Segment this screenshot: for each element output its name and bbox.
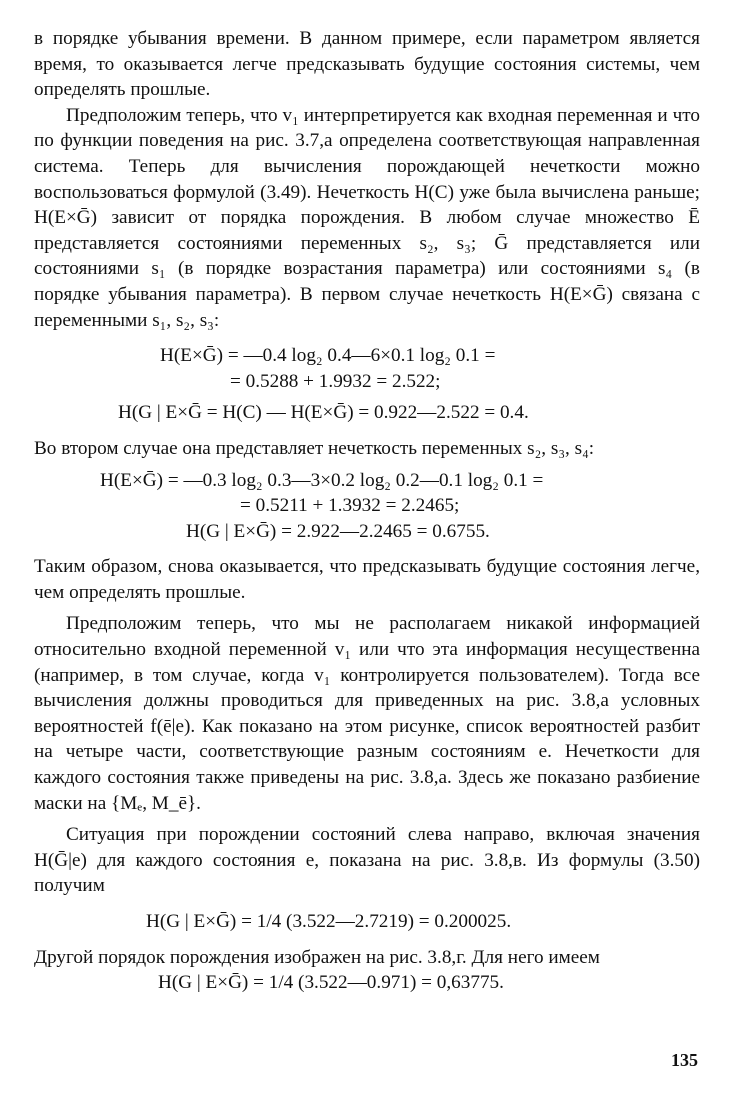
page-number: 135 <box>671 1050 698 1070</box>
paragraph-4: Таким образом, снова оказывается, что предсказывать будущие состояния легче, чем определять прошлые. <box>34 556 700 603</box>
paragraph-2: Предположим теперь, что v₁ интерпретируется как входная переменная и что по функции поведения на рис. 3.7,а определена соответствующая направленная система. Теперь для вычисления порождающей нечеткости можно воспользоваться формулой (3.49). Нечеткость H(C) уже была вычислена раньше; H(E×Ḡ) зависит от порядка порождения. В любом случае множество Ē представляется состояниями переменных s₂, s₃; Ḡ представляется или состояниями s₁ (в порядке возрастания параметра) или состояниями s₄ (в порядке убывания параметра). В первом случае нечеткость H(E×Ḡ) связана с переменными s₁, s₂, s₃: <box>34 104 700 331</box>
equation-2: H(G | E×Ḡ = H(C) — H(E×Ḡ) = 0.922—2.522 = 0.4. <box>118 402 529 424</box>
page-body <box>34 26 700 996</box>
paragraph-3: Во втором случае она представляет нечеткость переменных s₂, s₃, s₄: <box>34 437 595 459</box>
equation-4: H(G | E×Ḡ) = 2.922—2.2465 = 0.6755. <box>186 520 490 542</box>
equation-3a: H(E×Ḡ) = —0.3 log₂ 0.3—3×0.2 log₂ 0.2—0.1 log₂ 0.1 = <box>100 469 544 491</box>
equation-1b: = 0.5288 + 1.9932 = 2.522; <box>230 370 441 392</box>
paragraph-5: Предположим теперь, что мы не располагаем никакой информацией относительно входной переменной v₁ или что эта информация несущественна (например, в том случае, когда v₁ контролируется пользователем). Тогда все вычисления должны проводиться для приведенных на рис. 3.8,а условных вероятностей f(ē|e). Как показано на этом рисунке, список вероятностей разбит на четыре части, соответствующие разным состояниям e. Нечеткости для каждого состояния также приведены на рис. 3.8,а. Здесь же показано разбиение маски на {Mₑ, M_ē}. <box>34 613 700 814</box>
equation-5: H(G | E×Ḡ) = 1/4 (3.522—2.7219) = 0.200025. <box>146 911 512 932</box>
equation-3b: = 0.5211 + 1.3932 = 2.2465; <box>240 495 460 517</box>
equation-6: H(G | E×Ḡ) = 1/4 (3.522—0.971) = 0,63775. <box>158 972 504 994</box>
paragraph-6: Ситуация при порождении состояний слева направо, включая значения H(Ḡ|e) для каждого состояния e, показана на рис. 3.8,в. Из формулы (3.50) получим <box>34 824 700 897</box>
paragraph-7: Другой порядок порождения изображен на рис. 3.8,г. Для него имеем <box>34 946 600 968</box>
paragraph-1: в порядке убывания времени. В данном примере, если параметром является время, то оказывается легче предсказывать будущие состояния системы, чем определять прошлые. <box>34 28 700 101</box>
equation-1a: H(E×Ḡ) = —0.4 log₂ 0.4—6×0.1 log₂ 0.1 = <box>160 345 496 367</box>
